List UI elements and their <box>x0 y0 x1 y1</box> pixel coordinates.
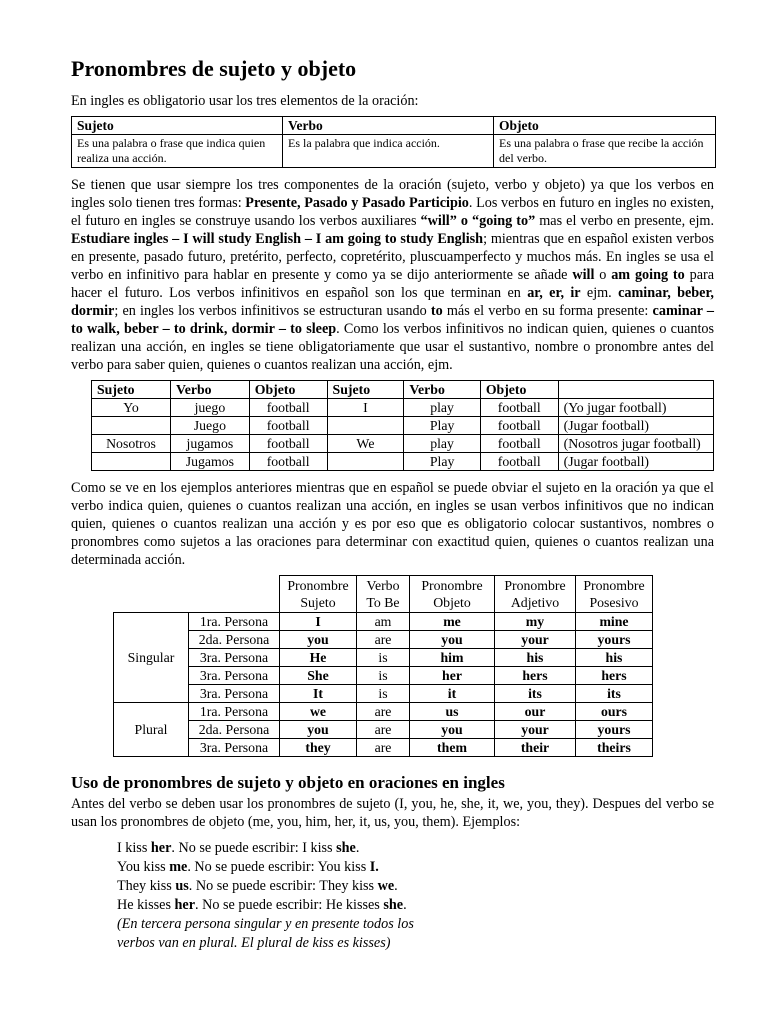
bold-text: Presente, Pasado y Pasado Participio <box>245 195 469 211</box>
section-heading: Uso de pronombres de sujeto y objeto en oraciones en ingles <box>71 773 505 792</box>
table-cell: football <box>480 399 558 417</box>
text-run: . Como los verbos infinitivos no indican quien, quienes o cuantos realizan una acción, en ingles se tiene obligatoriamente que usar el sustantivo, nombre o pronombre antes del verbo para saber quien, quienes o cuantos realizan una acción, ejm. <box>71 321 715 373</box>
text-run: I kiss <box>117 840 151 856</box>
table-cell: 3ra. Persona <box>189 667 280 685</box>
bold-text: she <box>336 840 356 856</box>
table-cell: his <box>576 649 653 667</box>
group-label: Plural <box>114 703 189 757</box>
bold-text: her <box>174 897 196 913</box>
table-cell: us <box>410 703 495 721</box>
table-header <box>410 576 495 613</box>
table-row <box>114 721 653 739</box>
bold-text: us <box>175 878 189 894</box>
table-cell: them <box>410 739 495 757</box>
table-header <box>357 576 410 613</box>
table-row <box>114 685 653 703</box>
table-row <box>92 453 714 471</box>
table-cell: 1ra. Persona <box>189 703 280 721</box>
intro-text: En ingles es obligatorio usar los tres elementos de la oración: <box>71 93 419 109</box>
table-cell: our <box>495 703 576 721</box>
table-cell: I <box>327 399 404 417</box>
table-cell: me <box>410 613 495 631</box>
table-header <box>576 576 653 613</box>
table-cell: (Nosotros jugar football) <box>558 435 713 453</box>
table-cell: theirs <box>576 739 653 757</box>
table-header: Sujeto <box>72 117 283 135</box>
text-run: o <box>594 267 612 283</box>
table-cell <box>327 453 404 471</box>
table-cell <box>327 417 404 435</box>
sentence-elements-table <box>71 116 716 168</box>
bold-text: Estudiare ingles – I will study English – I am going to study English <box>71 231 484 247</box>
table-cell: you <box>280 631 357 649</box>
table-cell: him <box>410 649 495 667</box>
table-cell: (Jugar football) <box>558 417 713 435</box>
table-cell: 1ra. Persona <box>189 613 280 631</box>
table-cell: I <box>280 613 357 631</box>
text-run: ; mientras que en español existen verbos en presente, pasado futuro, pretérito, perfecto, copretérito, pluscuamperfecto y muchos más. En ingles se usa el verbo en infinitivo para hablar en presente y como ya se dijo anteriormente se añade <box>71 231 714 283</box>
table-cell: its <box>495 685 576 703</box>
bold-text: “will” o “going to” <box>420 213 536 229</box>
table-corner <box>114 576 280 613</box>
text-run: mas el verbo en presente, ejm. <box>535 213 715 229</box>
table-cell: are <box>357 739 410 757</box>
table-cell: Play <box>404 417 480 435</box>
header-line: Pronombre <box>287 578 349 593</box>
table-cell: football <box>249 417 327 435</box>
bold-text: to <box>430 303 443 319</box>
table-header: Verbo <box>404 381 480 399</box>
table-cell: they <box>280 739 357 757</box>
table-cell: her <box>410 667 495 685</box>
table-header-row <box>92 381 714 399</box>
table-cell <box>92 417 171 435</box>
bold-text: caminar – to walk, beber – to drink, dormir – to sleep <box>71 303 714 337</box>
table-cell: hers <box>576 667 653 685</box>
header-line: Verbo <box>366 578 400 593</box>
table-cell: Nosotros <box>92 435 171 453</box>
table-cell: Juego <box>171 417 250 435</box>
table-header <box>495 576 576 613</box>
group-label: Singular <box>114 613 189 703</box>
bold-text: I. <box>369 859 379 875</box>
table-header: Sujeto <box>327 381 404 399</box>
table-cell: yours <box>576 631 653 649</box>
header-line: Pronombre <box>583 578 645 593</box>
table-cell: 3ra. Persona <box>189 739 280 757</box>
table-cell: 2da. Persona <box>189 631 280 649</box>
header-line: Objeto <box>433 595 471 610</box>
text-run: ; en ingles los verbos infinitivos se estructuran usando <box>114 303 431 319</box>
table-cell: yours <box>576 721 653 739</box>
text-run: Se tienen que usar siempre los tres componentes de la oración (sujeto, verbo y objeto) ya que los verbos en ingles solo tienen tres formas: <box>71 177 714 211</box>
table-row <box>92 417 714 435</box>
table-row <box>92 399 714 417</box>
example-line <box>117 896 714 915</box>
table-cell: Es una palabra o frase que indica quien realiza una acción. <box>72 135 283 168</box>
text-run: You kiss <box>117 859 170 875</box>
paragraph-subjects: Como se ve en los ejemplos anteriores mientras que en español se puede obviar el sujeto en la oración ya que el verbo indica quien, quienes o cuantos realizan una acción, en ingles se usan verbos infinitivos que no indican quien, quienes o cuantos realizan una acción y es por eso que es obligatorio colocar sustantivos, nombres o pronombres como sujetos a las oraciones para determinar con exactitud quien, quienes o cuantos realizan una determinada acción. <box>71 480 714 568</box>
table-cell: football <box>249 399 327 417</box>
table-cell: are <box>357 721 410 739</box>
text-run: They kiss <box>117 878 176 894</box>
table-cell: football <box>480 453 558 471</box>
table-cell: She <box>280 667 357 685</box>
text-run: . No se puede escribir: You kiss <box>187 859 370 875</box>
table-header-row <box>114 576 653 613</box>
text-run: . No se puede escribir: They kiss <box>188 878 378 894</box>
table-cell: play <box>404 435 480 453</box>
table-cell: play <box>404 399 480 417</box>
header-line: Posesivo <box>589 595 639 610</box>
examples-list <box>117 839 714 953</box>
table-row <box>114 631 653 649</box>
table-cell: (Jugar football) <box>558 453 713 471</box>
text-run: . <box>403 897 407 913</box>
table-header <box>558 381 713 399</box>
example-verbs-table <box>91 380 714 471</box>
example-line <box>117 877 714 896</box>
table-cell: his <box>495 649 576 667</box>
table-cell: Yo <box>92 399 171 417</box>
table-cell: is <box>357 685 410 703</box>
text-run: He kisses <box>117 897 175 913</box>
table-cell: ours <box>576 703 653 721</box>
table-cell: its <box>576 685 653 703</box>
table-cell: is <box>357 649 410 667</box>
table-cell: Es la palabra que indica acción. <box>283 135 494 168</box>
section-text: Antes del verbo se deben usar los pronombres de sujeto (I, you, he, she, it, we, you, they). Despues del verbo se usan los pronombres de objeto (me, you, him, her, it, us, you, them). Ejemplos: <box>71 796 714 830</box>
bold-text: she <box>383 897 404 913</box>
bold-text: caminar, beber, dormir <box>71 285 714 319</box>
example-line <box>117 839 714 858</box>
note-line: (En tercera persona singular y en presente todos los <box>117 916 414 932</box>
text-run: . No se puede escribir: I kiss <box>171 840 337 856</box>
paragraph-verbs <box>71 176 714 374</box>
table-row <box>114 649 653 667</box>
table-header: Objeto <box>249 381 327 399</box>
table-row <box>114 667 653 685</box>
table-cell: are <box>357 703 410 721</box>
table-cell: hers <box>495 667 576 685</box>
bold-text: ar, er, ir <box>527 285 581 301</box>
bold-text: her <box>150 840 172 856</box>
table-header: Verbo <box>283 117 494 135</box>
table-cell: football <box>480 417 558 435</box>
table-header: Objeto <box>494 117 716 135</box>
header-line: Pronombre <box>504 578 566 593</box>
table-cell: am <box>357 613 410 631</box>
bold-text: will <box>572 267 595 283</box>
table-header: Objeto <box>480 381 558 399</box>
pronouns-table <box>113 575 653 757</box>
table-cell: is <box>357 667 410 685</box>
table-cell: you <box>410 721 495 739</box>
table-cell: football <box>480 435 558 453</box>
table-cell: Jugamos <box>171 453 250 471</box>
table-cell: jugamos <box>171 435 250 453</box>
text-run: para hacer el futuro. Los verbos infinitivos en español son los que terminan en <box>71 267 715 301</box>
table-cell: we <box>280 703 357 721</box>
table-row <box>92 435 714 453</box>
table-cell: it <box>410 685 495 703</box>
text-run: más el verbo en su forma presente: <box>442 303 653 319</box>
table-row <box>114 613 653 631</box>
table-cell: He <box>280 649 357 667</box>
table-cell: 3ra. Persona <box>189 649 280 667</box>
bold-text: me <box>169 859 188 875</box>
table-cell: 3ra. Persona <box>189 685 280 703</box>
text-run: ejm. <box>580 285 619 301</box>
table-cell: their <box>495 739 576 757</box>
text-run: . <box>355 840 360 856</box>
table-cell: your <box>495 631 576 649</box>
table-header: Sujeto <box>92 381 171 399</box>
table-cell: my <box>495 613 576 631</box>
table-cell: you <box>280 721 357 739</box>
table-cell: are <box>357 631 410 649</box>
table-cell <box>92 453 171 471</box>
example-line <box>117 858 714 877</box>
table-cell: mine <box>576 613 653 631</box>
page-title: Pronombres de sujeto y objeto <box>71 56 357 81</box>
table-cell: (Yo jugar football) <box>558 399 713 417</box>
table-cell: you <box>410 631 495 649</box>
table-cell: We <box>327 435 404 453</box>
bold-text: am going to <box>611 267 685 283</box>
header-line: Pronombre <box>421 578 483 593</box>
bold-text: we <box>377 878 395 894</box>
header-line: To Be <box>366 595 400 610</box>
table-cell: 2da. Persona <box>189 721 280 739</box>
table-row <box>114 703 653 721</box>
table-cell: Es una palabra o frase que recibe la acción del verbo. <box>494 135 716 168</box>
table-cell: Play <box>404 453 480 471</box>
text-run: . No se puede escribir: He kisses <box>195 897 384 913</box>
note-line: verbos van en plural. El plural de kiss es kisses) <box>117 935 391 951</box>
header-line: Sujeto <box>300 595 336 610</box>
text-run: . Los verbos en futuro en ingles no existen, el futuro en ingles se construye usando los verbos auxiliares <box>71 195 715 229</box>
table-cell: football <box>249 435 327 453</box>
table-row <box>114 739 653 757</box>
table-cell: your <box>495 721 576 739</box>
table-header: Verbo <box>171 381 250 399</box>
text-run: . <box>394 878 398 894</box>
document-page <box>71 55 714 953</box>
table-cell: football <box>249 453 327 471</box>
table-cell: juego <box>171 399 250 417</box>
table-header <box>280 576 357 613</box>
table-cell: It <box>280 685 357 703</box>
header-line: Adjetivo <box>510 595 560 610</box>
